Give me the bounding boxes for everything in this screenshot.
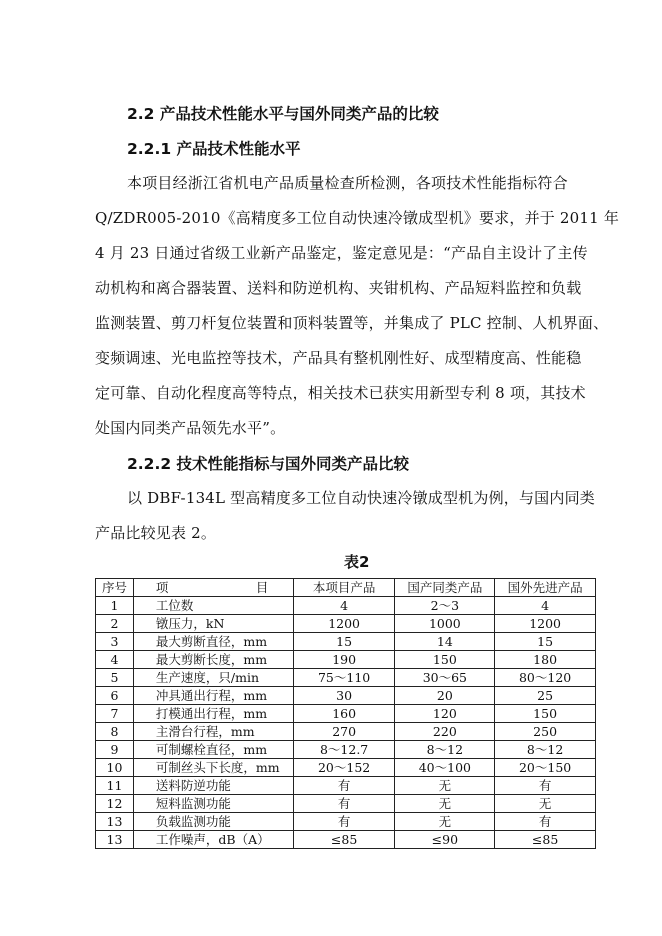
para1-line: 监测装置、剪刀杆复位装置和顶料装置等，并集成了 PLC 控制、人机界面、 (95, 314, 609, 332)
table-row (96, 813, 596, 831)
header-item-a: 项 (155, 580, 169, 595)
cell-foreign: 20～150 (495, 759, 596, 777)
cell-domestic: 8～12 (395, 741, 495, 759)
cell-foreign: 15 (495, 633, 596, 651)
cell-domestic: 150 (395, 651, 495, 669)
cell-item: 可制螺栓直径，mm (133, 741, 293, 759)
cell-domestic: 1000 (395, 615, 495, 633)
table-row (96, 759, 596, 777)
header-item (133, 579, 293, 597)
cell-ours: 30 (293, 687, 395, 705)
header-foreign: 国外先进产品 (495, 579, 596, 597)
cell-foreign: 1200 (495, 615, 596, 633)
cell-no: 3 (96, 633, 134, 651)
header-no: 序号 (96, 579, 134, 597)
header-item-b: 目 (255, 580, 269, 595)
cell-foreign: ≤85 (495, 831, 596, 849)
cell-no: 5 (96, 669, 134, 687)
cell-item: 工位数 (133, 597, 293, 615)
cell-no: 7 (96, 705, 134, 723)
header-ours: 本项目产品 (293, 579, 395, 597)
cell-item: 送料防逆功能 (133, 777, 293, 795)
table-row (96, 651, 596, 669)
cell-item: 冲具通出行程，mm (133, 687, 293, 705)
cell-foreign: 250 (495, 723, 596, 741)
cell-ours: 1200 (293, 615, 395, 633)
para1-line: 定可靠、自动化程度高等特点，相关技术已获实用新型专利 8 项，其技术 (95, 384, 586, 402)
section-heading: 2.2 产品技术性能水平与国外同类产品的比较 (127, 105, 439, 123)
cell-foreign: 180 (495, 651, 596, 669)
cell-ours: 20～152 (293, 759, 395, 777)
para1-line: Q/ZDR005-2010《高精度多工位自动快速冷镦成型机》要求，并于 2011 年 (95, 209, 620, 227)
cell-no: 10 (96, 759, 134, 777)
cell-ours: 15 (293, 633, 395, 651)
table-row (96, 705, 596, 723)
para1-line: 4 月 23 日通过省级工业新产品鉴定，鉴定意见是：“产品自主设计了主传 (95, 244, 588, 262)
cell-no: 2 (96, 615, 134, 633)
header-domestic: 国产同类产品 (395, 579, 495, 597)
subsection-heading-2: 2.2.2 技术性能指标与国外同类产品比较 (127, 455, 410, 473)
cell-no: 8 (96, 723, 134, 741)
table-row (96, 795, 596, 813)
cell-domestic: 无 (395, 777, 495, 795)
cell-no: 13 (96, 813, 134, 831)
para1-line: 动机构和离合器装置、送料和防逆机构、夹钳机构、产品短料监控和负载 (95, 279, 582, 297)
cell-ours: 8～12.7 (293, 741, 395, 759)
cell-item: 打模通出行程，mm (133, 705, 293, 723)
cell-no: 13 (96, 831, 134, 849)
cell-domestic: 120 (395, 705, 495, 723)
table-row (96, 741, 596, 759)
subsection-heading-1: 2.2.1 产品技术性能水平 (127, 140, 301, 158)
table-row (96, 615, 596, 633)
table-row (96, 777, 596, 795)
cell-foreign: 8～12 (495, 741, 596, 759)
cell-ours: 有 (293, 813, 395, 831)
cell-ours: 270 (293, 723, 395, 741)
table-row (96, 669, 596, 687)
table-caption: 表2 (344, 553, 370, 571)
cell-foreign: 4 (495, 597, 596, 615)
cell-ours: ≤85 (293, 831, 395, 849)
cell-ours: 75～110 (293, 669, 395, 687)
cell-ours: 4 (293, 597, 395, 615)
para2-line: 以 DBF-134L 型高精度多工位自动快速冷镦成型机为例，与国内同类 (127, 489, 595, 507)
cell-no: 4 (96, 651, 134, 669)
cell-foreign: 25 (495, 687, 596, 705)
cell-no: 12 (96, 795, 134, 813)
cell-ours: 有 (293, 777, 395, 795)
cell-domestic: 20 (395, 687, 495, 705)
cell-foreign: 有 (495, 813, 596, 831)
para2-line: 产品比较见表 2。 (95, 524, 217, 542)
table-header-row (96, 579, 596, 597)
cell-foreign: 80～120 (495, 669, 596, 687)
cell-item: 最大剪断长度，mm (133, 651, 293, 669)
cell-no: 9 (96, 741, 134, 759)
cell-domestic: 无 (395, 813, 495, 831)
cell-domestic: 220 (395, 723, 495, 741)
cell-item: 主滑台行程，mm (133, 723, 293, 741)
cell-item: 镦压力，kN (133, 615, 293, 633)
comparison-table (95, 578, 596, 849)
cell-item: 短料监测功能 (133, 795, 293, 813)
para1-line: 处国内同类产品领先水平”。 (95, 419, 286, 437)
cell-ours: 160 (293, 705, 395, 723)
cell-no: 6 (96, 687, 134, 705)
cell-domestic: 30～65 (395, 669, 495, 687)
cell-item: 最大剪断直径，mm (133, 633, 293, 651)
table-row (96, 633, 596, 651)
cell-no: 11 (96, 777, 134, 795)
table-row (96, 597, 596, 615)
cell-domestic: ≤90 (395, 831, 495, 849)
cell-item: 工作噪声，dB（A） (133, 831, 293, 849)
cell-domestic: 无 (395, 795, 495, 813)
table-row (96, 723, 596, 741)
cell-domestic: 2～3 (395, 597, 495, 615)
cell-foreign: 有 (495, 777, 596, 795)
cell-ours: 190 (293, 651, 395, 669)
table-row (96, 687, 596, 705)
cell-foreign: 无 (495, 795, 596, 813)
cell-domestic: 40～100 (395, 759, 495, 777)
cell-no: 1 (96, 597, 134, 615)
cell-ours: 有 (293, 795, 395, 813)
cell-item: 负载监测功能 (133, 813, 293, 831)
para1-line: 本项目经浙江省机电产品质量检查所检测，各项技术性能指标符合 (127, 174, 568, 192)
cell-foreign: 150 (495, 705, 596, 723)
cell-item: 可制丝头下长度，mm (133, 759, 293, 777)
para1-line: 变频调速、光电监控等技术，产品具有整机刚性好、成型精度高、性能稳 (95, 349, 582, 367)
cell-domestic: 14 (395, 633, 495, 651)
table-row (96, 831, 596, 849)
cell-item: 生产速度，只/min (133, 669, 293, 687)
